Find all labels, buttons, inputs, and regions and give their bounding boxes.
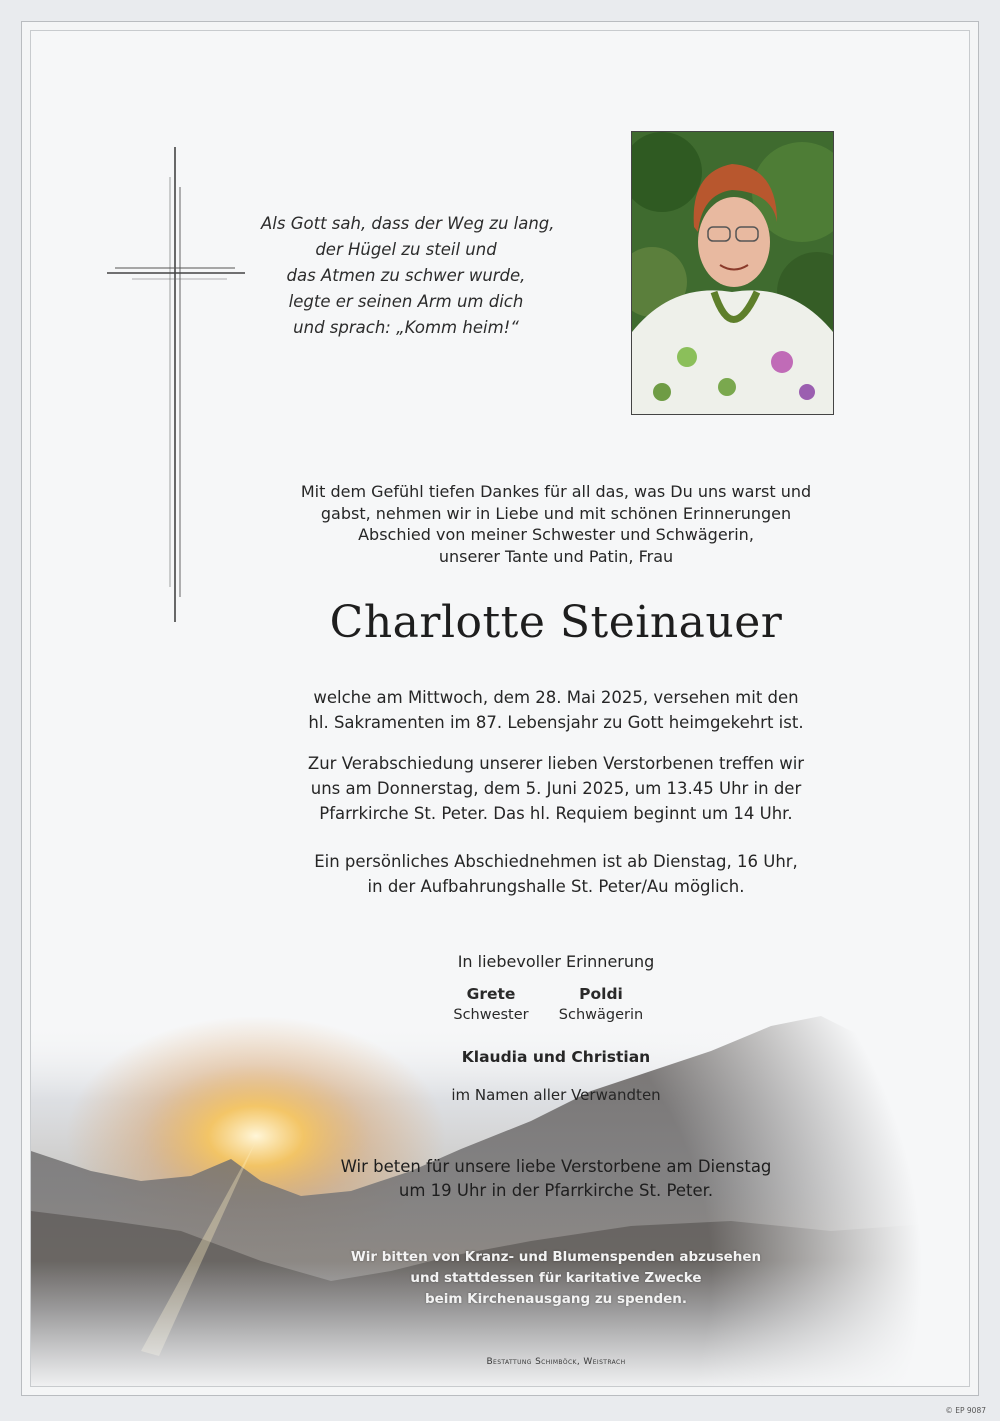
farewell-line: Zur Verabschiedung unserer lieben Verstorbenen treffen wir — [307, 754, 805, 773]
mourner-relation: Schwester — [453, 1007, 529, 1023]
mourner-couple: Klaudia und Christian — [461, 1048, 651, 1066]
intro-line: Abschied von meiner Schwester und Schwägerin, — [358, 525, 754, 544]
deceased-name: Charlotte Steinauer — [329, 597, 783, 648]
mourner-name: Grete — [466, 985, 516, 1003]
poem-line: Als Gott sah, dass der Weg zu lang, — [261, 214, 555, 233]
donation-line: Wir bitten von Kranz- und Blumenspenden abzusehen — [350, 1249, 762, 1265]
notice-card — [30, 30, 970, 1387]
farewell-details — [231, 751, 881, 826]
cross-icon — [107, 147, 247, 622]
mourner-name: Poldi — [579, 985, 623, 1003]
on-behalf-text: im Namen aller Verwandten — [451, 1086, 661, 1104]
farewell-line: uns am Donnerstag, dem 5. Juni 2025, um 13.45 Uhr in der — [310, 779, 802, 798]
prayer-text — [231, 1155, 881, 1203]
poem-line: legte er seinen Arm um dich — [288, 292, 524, 311]
poem-line: und sprach: „Komm heim!“ — [293, 318, 519, 337]
poem — [261, 211, 555, 341]
intro-line: gabst, nehmen wir in Liebe und mit schönen Erinnerungen — [320, 503, 792, 523]
portrait-photo — [631, 131, 834, 415]
farewell-line: Pfarrkirche St. Peter. Das hl. Requiem beginnt um 14 Uhr. — [319, 804, 793, 823]
viewing-details — [231, 849, 881, 899]
donation-line: und stattdessen für karitative Zwecke — [410, 1270, 702, 1286]
mourner-poldi — [536, 984, 666, 1025]
donation-line: beim Kirchenausgang zu spenden. — [424, 1291, 688, 1307]
viewing-line: Ein persönliches Abschiednehmen ist ab Dienstag, 16 Uhr, — [314, 852, 798, 871]
donation-request — [231, 1247, 881, 1310]
poem-line: der Hügel zu steil und — [315, 240, 497, 259]
intro-line: unserer Tante und Patin, Frau — [438, 546, 674, 566]
intro-line: Mit dem Gefühl tiefen Dankes für all das, was Du uns warst und — [300, 482, 812, 501]
prayer-line: um 19 Uhr in der Pfarrkirche St. Peter. — [398, 1181, 714, 1200]
death-notice-line: hl. Sakramenten im 87. Lebensjahr zu Gott heimgekehrt ist. — [308, 713, 804, 732]
mourner-relation: Schwägerin — [558, 1007, 644, 1023]
poem-line: das Atmen zu schwer wurde, — [286, 266, 526, 285]
product-code: © EP 9087 — [945, 1406, 986, 1415]
mourners-heading: In liebevoller Erinnerung — [457, 952, 655, 971]
prayer-line: Wir beten für unsere liebe Verstorbene am Dienstag — [340, 1157, 772, 1176]
intro-text — [231, 481, 881, 567]
undertaker-credit: Bestattung Schimböck, Weistrach — [486, 1357, 626, 1367]
death-notice-line: welche am Mittwoch, dem 28. Mai 2025, versehen mit den — [313, 688, 799, 707]
viewing-line: in der Aufbahrungshalle St. Peter/Au möglich. — [367, 877, 745, 896]
death-notice — [231, 685, 881, 735]
